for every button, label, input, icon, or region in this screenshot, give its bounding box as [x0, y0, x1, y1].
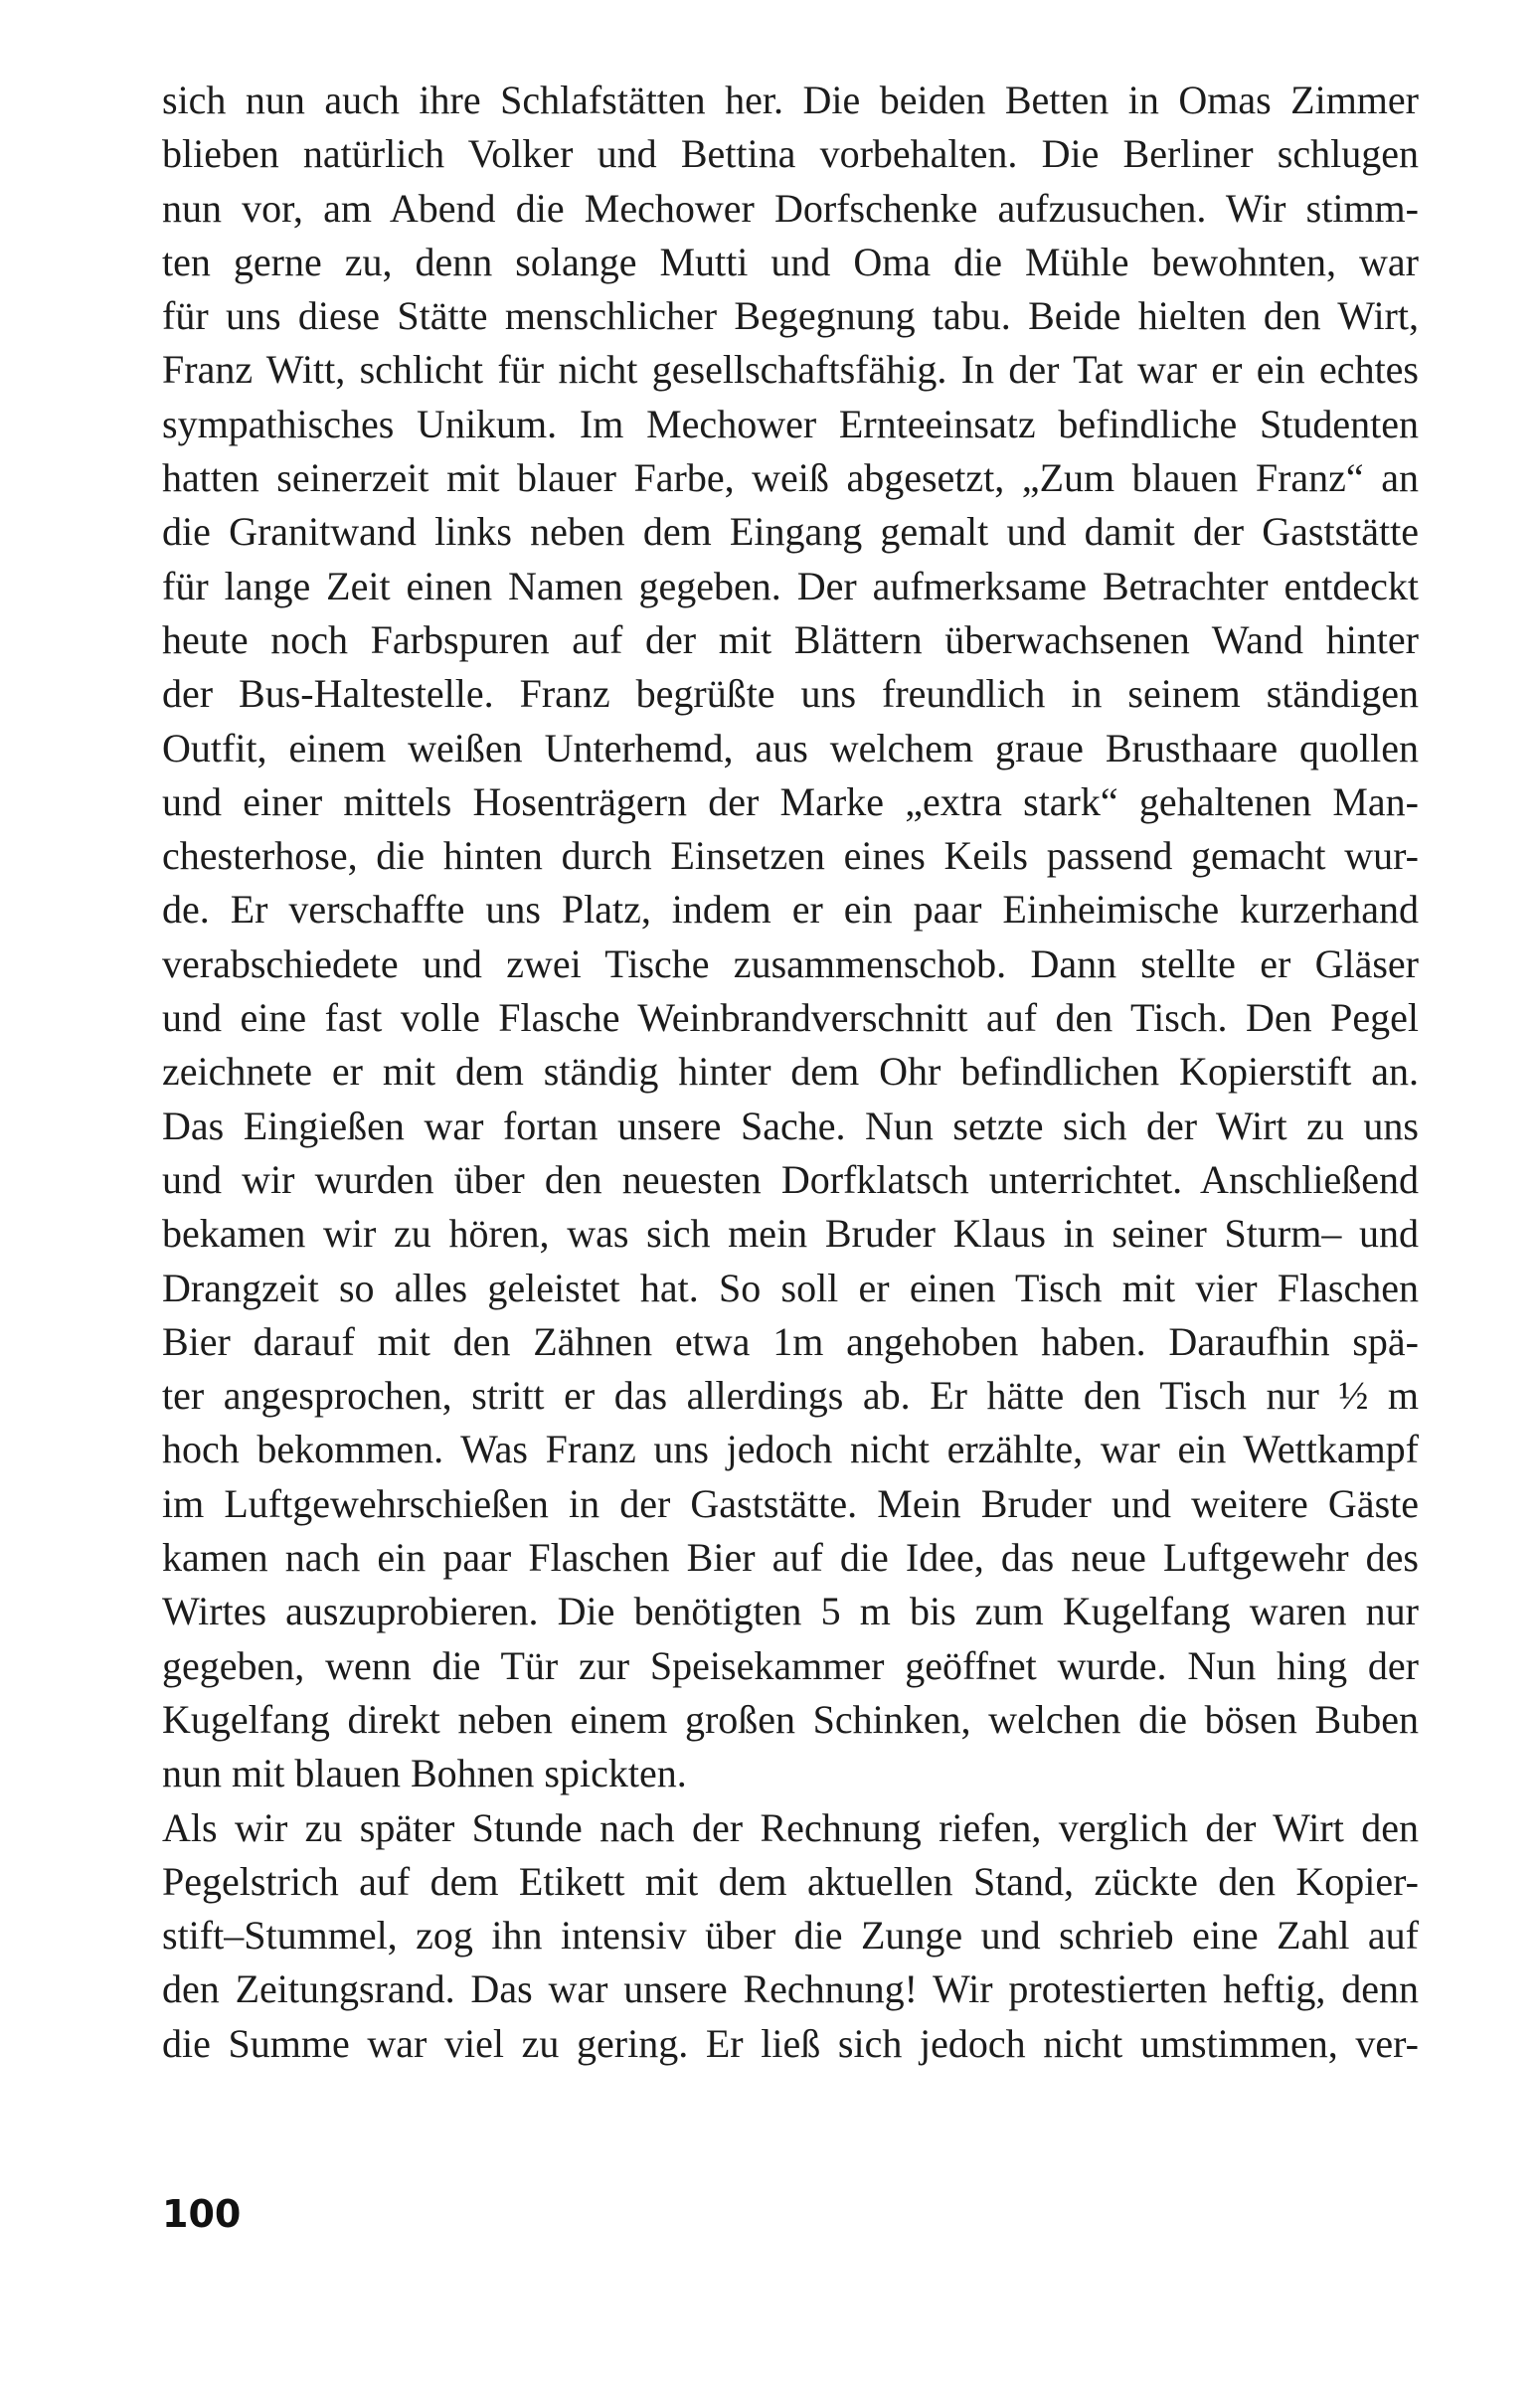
text-line: sympathisches Unikum. Im Mechower Ernteeinsatz befindliche Studenten [162, 401, 1419, 446]
text-line: Outfit, einem weißen Unterhemd, aus welchem graue Brusthaare quollen [162, 725, 1419, 770]
body-text [162, 74, 1419, 2071]
text-line: hoch bekommen. Was Franz uns jedoch nicht erzählte, war ein Wettkampf [162, 1427, 1419, 1472]
text-line: die Granitwand links neben dem Eingang gemalt und damit der Gaststätte [162, 509, 1419, 555]
text-line: chesterhose, die hinten durch Einsetzen eines Keils passend gemacht wur- [162, 833, 1419, 879]
text-line: Pegelstrich auf dem Etikett mit dem aktuellen Stand, zückte den Kopier- [162, 1858, 1419, 1904]
text-line: zeichnete er mit dem ständig hinter dem Ohr befindlichen Kopierstift an. [162, 1049, 1419, 1095]
text-line: Franz Witt, schlicht für nicht gesellschaftsfähig. In der Tat war er ein echtes [162, 347, 1419, 393]
text-line: ter angesprochen, stritt er das allerdings ab. Er hätte den Tisch nur ½ m [162, 1373, 1419, 1419]
page-number: 100 [162, 2192, 242, 2236]
text-line: im Luftgewehrschießen in der Gaststätte. Mein Bruder und weitere Gäste [162, 1480, 1419, 1526]
text-line: heute noch Farbspuren auf der mit Blättern überwachsenen Wand hinter [162, 616, 1419, 662]
text-line: den Zeitungsrand. Das war unsere Rechnung! Wir protestierten heftig, denn [162, 1966, 1419, 2012]
text-line: Kugelfang direkt neben einem großen Schinken, welchen die bösen Buben [162, 1696, 1419, 1742]
text-line-paragraph-end: nun mit blauen Bohnen spickten. [162, 1751, 687, 1796]
text-line: und einer mittels Hosenträgern der Marke „extra stark“ gehaltenen Man- [162, 778, 1419, 824]
text-line: bekamen wir zu hören, was sich mein Bruder Klaus in seiner Sturm– und [162, 1211, 1419, 1257]
text-line: und eine fast volle Flasche Weinbrandverschnitt auf den Tisch. Den Pegel [162, 995, 1419, 1041]
text-line: der Bus-Haltestelle. Franz begrüßte uns freundlich in seinem ständigen [162, 671, 1419, 717]
text-line: für uns diese Stätte menschlicher Begegnung tabu. Beide hielten den Wirt, [162, 293, 1419, 339]
text-line: Wirtes auszuprobieren. Die benötigten 5 m bis zum Kugelfang waren nur [162, 1589, 1419, 1634]
text-line: Drangzeit so alles geleistet hat. So soll er einen Tisch mit vier Flaschen [162, 1265, 1419, 1310]
text-line: gegeben, wenn die Tür zur Speisekammer geöffnet wurde. Nun hing der [162, 1642, 1419, 1688]
text-line: nun vor, am Abend die Mechower Dorfschenke aufzusuchen. Wir stimm- [162, 185, 1419, 231]
text-line: kamen nach ein paar Flaschen Bier auf die Idee, das neue Luftgewehr des [162, 1535, 1419, 1581]
text-line: sich nun auch ihre Schlafstätten her. Die beiden Betten in Omas Zimmer [162, 78, 1419, 122]
text-line: de. Er verschaffte uns Platz, indem er ein paar Einheimische kurzerhand [162, 887, 1419, 933]
text-line: verabschiedete und zwei Tische zusammenschob. Dann stellte er Gläser [162, 940, 1419, 986]
text-line: die Summe war viel zu gering. Er ließ sich jedoch nicht umstimmen, ver- [162, 2020, 1419, 2066]
text-line: ten gerne zu, denn solange Mutti und Oma die Mühle bewohnten, war [162, 239, 1419, 284]
text-line: und wir wurden über den neuesten Dorfklatsch unterrichtet. Anschließend [162, 1156, 1419, 1202]
text-line: blieben natürlich Volker und Bettina vorbehalten. Die Berliner schlugen [162, 131, 1419, 177]
text-line: für lange Zeit einen Namen gegeben. Der aufmerksame Betrachter entdeckt [162, 563, 1419, 608]
text-line: hatten seinerzeit mit blauer Farbe, weiß abgesetzt, „Zum blauen Franz“ an [162, 455, 1419, 501]
text-line: Bier darauf mit den Zähnen etwa 1m angehoben haben. Daraufhin spä- [162, 1318, 1419, 1364]
text-line: stift–Stummel, zog ihn intensiv über die Zunge und schrieb eine Zahl auf [162, 1913, 1419, 1959]
text-line-paragraph-start: Als wir zu später Stunde nach der Rechnung riefen, verglich der Wirt den [162, 1804, 1419, 1850]
text-line: Das Eingießen war fortan unsere Sache. Nun setzte sich der Wirt zu uns [162, 1103, 1419, 1148]
